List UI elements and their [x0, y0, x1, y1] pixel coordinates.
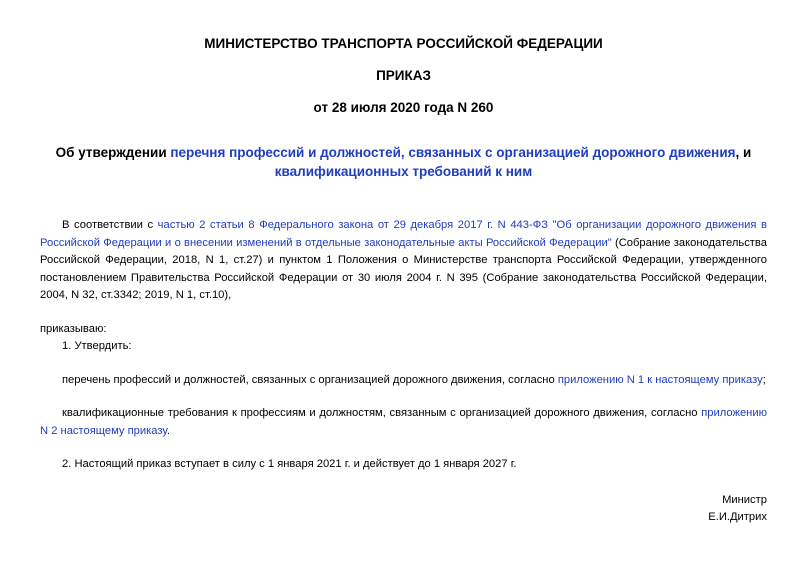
federal-law-link[interactable]: частью 2 статьи 8 Федерального закона от 29 декабря 2017 г. N 443-ФЗ "Об организации дорожного движения в Российской Федерации и о внесении изменений в отдельные законодательные акты Российской Федерации"	[40, 219, 767, 249]
list-item-requirements	[40, 405, 767, 440]
title-link-qualification-requirements[interactable]: квалификационных требований к ним	[274, 164, 533, 179]
doc-type-heading: ПРИКАЗ	[376, 68, 431, 83]
document-page	[40, 30, 767, 474]
preamble-paragraph	[40, 217, 767, 305]
preamble-lead: В соответствии с	[62, 219, 158, 231]
decree-word: приказываю:	[40, 322, 107, 335]
appendix-2-link[interactable]: приложению N 2 настоящему приказу	[40, 407, 767, 437]
item-1: 1. Утвердить:	[62, 340, 132, 352]
preamble-rest: (Собрание законодательства Российской Федерации, 2018, N 1, ст.27) и пунктом 1 Положения о Министерстве транспорта Российской Федерации, утвержденного постановлением Правительства Российской Федерации от 30 июля 2004 г. N 395 (Собрание законодательства Российской Федерации, 2004, N 32, ст.3342; 2019, N 1, ст.10),	[40, 236, 767, 301]
title-middle: , и	[735, 145, 752, 160]
appendix-1-link[interactable]: приложению N 1 к настоящему приказу	[557, 373, 763, 386]
list-item-professions-text: перечень профессий и должностей, связанных с организацией дорожного движения, согласно	[62, 373, 558, 386]
document-title	[40, 143, 767, 181]
list-item-requirements-end: .	[166, 424, 170, 437]
ministry-heading: МИНИСТЕРСТВО ТРАНСПОРТА РОССИЙСКОЙ ФЕДЕРАЦИИ	[204, 36, 603, 51]
title-link-professions-list[interactable]: перечня профессий и должностей, связанных с организацией дорожного движения	[170, 145, 736, 160]
signature-block	[708, 492, 767, 526]
list-item-professions-end: ;	[762, 373, 766, 386]
date-number-heading: от 28 июля 2020 года N 260	[313, 100, 494, 115]
list-item-requirements-text: квалификационные требования к профессиям и должностям, связанным с организацией дорожного движения, согласно	[62, 407, 702, 419]
signature-position: Министр	[722, 494, 767, 506]
signature-name: Е.И.Дитрих	[708, 511, 767, 523]
title-prefix: Об утверждении	[55, 145, 171, 160]
list-item-professions	[40, 372, 767, 390]
item-2: 2. Настоящий приказ вступает в силу с 1 января 2021 г. и действует до 1 января 2027 г.	[62, 458, 517, 470]
